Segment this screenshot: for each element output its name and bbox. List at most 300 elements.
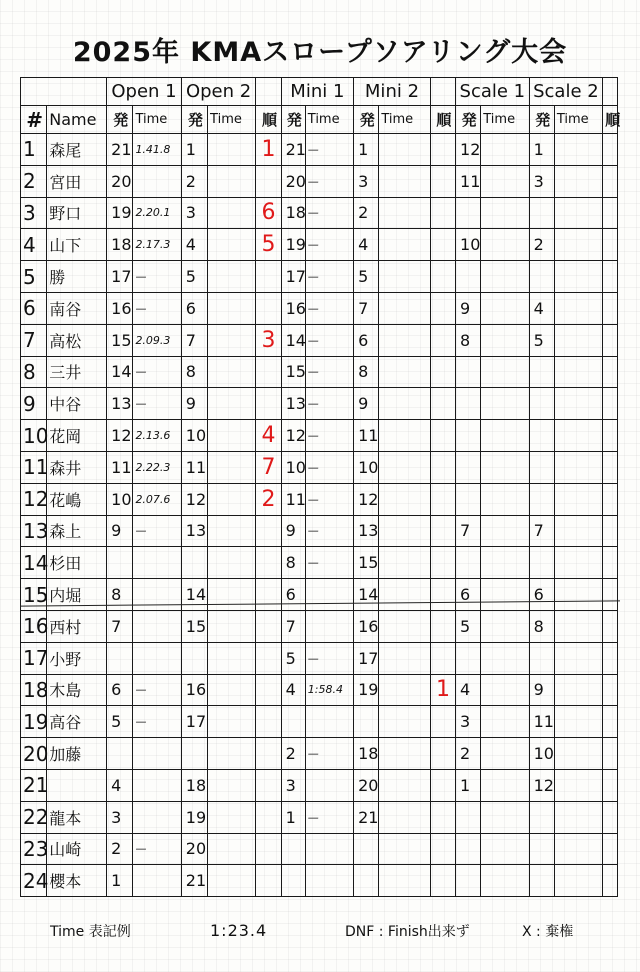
mini2-time	[379, 292, 430, 324]
open2-start: 5	[181, 261, 207, 293]
entry-number: 2	[21, 165, 47, 197]
scale-rank	[603, 738, 618, 770]
mini2-time	[379, 197, 430, 229]
scale2-start: 12	[529, 769, 554, 801]
open1-start	[107, 738, 133, 770]
table-row	[21, 515, 618, 547]
scale1-time	[481, 388, 529, 420]
scale-rank	[603, 833, 618, 865]
open1-time	[133, 865, 181, 897]
open-rank	[256, 738, 281, 770]
header-scale-rank: 順	[603, 106, 618, 134]
entry-number: 17	[21, 642, 47, 674]
mini1-start: 17	[281, 261, 305, 293]
mini1-time: 1:58.4	[305, 674, 353, 706]
open2-start: 1	[181, 134, 207, 166]
mini1-time: —	[305, 515, 353, 547]
table-row	[21, 420, 618, 452]
mini2-time	[379, 579, 430, 611]
open1-start: 5	[107, 706, 133, 738]
scale1-time	[481, 801, 529, 833]
scale2-time	[554, 515, 602, 547]
table-row	[21, 292, 618, 324]
legend-dnf: DNF : Finish出来ず	[345, 924, 470, 940]
group-scale1: Scale 1	[456, 78, 530, 106]
open-rank	[256, 801, 281, 833]
entry-number: 18	[21, 674, 47, 706]
table-row	[21, 547, 618, 579]
mini-rank	[430, 165, 455, 197]
mini1-time: —	[305, 388, 353, 420]
scale2-start	[529, 801, 554, 833]
mini-rank	[430, 451, 455, 483]
scale1-start	[456, 451, 481, 483]
mini1-time: —	[305, 738, 353, 770]
mini2-start: 2	[354, 197, 379, 229]
header-open1-time: Time	[133, 106, 181, 134]
open2-time	[208, 865, 256, 897]
entry-number: 11	[21, 451, 47, 483]
mini2-time	[379, 769, 430, 801]
open1-time	[133, 738, 181, 770]
group-mini1: Mini 1	[281, 78, 354, 106]
table-row	[21, 483, 618, 515]
mini-rank	[430, 229, 455, 261]
open1-time	[133, 610, 181, 642]
mini-rank	[430, 547, 455, 579]
scale1-time	[481, 738, 529, 770]
scale2-start	[529, 642, 554, 674]
scale2-time	[554, 547, 602, 579]
open1-time: —	[133, 292, 181, 324]
scale1-start	[456, 833, 481, 865]
open1-time: —	[133, 356, 181, 388]
open1-time	[133, 769, 181, 801]
scale2-time	[554, 165, 602, 197]
open1-time: —	[133, 261, 181, 293]
header-mini1-start: 発	[281, 106, 305, 134]
scale1-time	[481, 642, 529, 674]
mini2-start: 6	[354, 324, 379, 356]
open2-start: 11	[181, 451, 207, 483]
scale1-time	[481, 865, 529, 897]
scale1-time	[481, 134, 529, 166]
mini2-time	[379, 134, 430, 166]
scale2-time	[554, 292, 602, 324]
pilot-name: 加藤	[47, 738, 107, 770]
open2-start: 10	[181, 420, 207, 452]
open2-time	[208, 134, 256, 166]
open2-time	[208, 515, 256, 547]
scale1-time	[481, 420, 529, 452]
mini1-start	[281, 706, 305, 738]
scale2-time	[554, 642, 602, 674]
mini2-time	[379, 451, 430, 483]
mini-rank	[430, 642, 455, 674]
mini2-start: 20	[354, 769, 379, 801]
entry-number: 16	[21, 610, 47, 642]
entry-number: 3	[21, 197, 47, 229]
entry-number: 1	[21, 134, 47, 166]
pilot-name: 南谷	[47, 292, 107, 324]
mini-rank	[430, 865, 455, 897]
scale2-time	[554, 706, 602, 738]
header-open1-start: 発	[107, 106, 133, 134]
mini-rank	[430, 292, 455, 324]
open2-start: 20	[181, 833, 207, 865]
table-row	[21, 451, 618, 483]
scale2-time	[554, 769, 602, 801]
mini2-time	[379, 610, 430, 642]
scale-rank	[603, 642, 618, 674]
scale-rank	[603, 292, 618, 324]
scale2-time	[554, 579, 602, 611]
open2-start: 21	[181, 865, 207, 897]
open-rank	[256, 515, 281, 547]
open2-start: 7	[181, 324, 207, 356]
mini1-start: 5	[281, 642, 305, 674]
scale-rank	[603, 515, 618, 547]
open2-start	[181, 547, 207, 579]
mini1-time: —	[305, 642, 353, 674]
open1-time: —	[133, 674, 181, 706]
scale2-start	[529, 356, 554, 388]
mini1-start: 4	[281, 674, 305, 706]
open-rank	[256, 674, 281, 706]
mini1-time: —	[305, 165, 353, 197]
mini1-time	[305, 706, 353, 738]
scale1-start: 1	[456, 769, 481, 801]
scale2-time	[554, 197, 602, 229]
header-mini1-time: Time	[305, 106, 353, 134]
scale1-start: 9	[456, 292, 481, 324]
scale1-time	[481, 165, 529, 197]
scale2-start: 9	[529, 674, 554, 706]
open1-start: 15	[107, 324, 133, 356]
mini1-time	[305, 833, 353, 865]
mini2-time	[379, 356, 430, 388]
open-rank: 4	[256, 420, 281, 452]
scale2-start	[529, 420, 554, 452]
open-rank	[256, 547, 281, 579]
column-header-row	[21, 106, 618, 134]
scale1-start: 2	[456, 738, 481, 770]
table-row	[21, 229, 618, 261]
scale-rank	[603, 801, 618, 833]
mini-rank	[430, 197, 455, 229]
scale1-time	[481, 229, 529, 261]
mini1-start: 12	[281, 420, 305, 452]
scale2-time	[554, 451, 602, 483]
mini-rank	[430, 610, 455, 642]
mini-rank	[430, 515, 455, 547]
scale1-start	[456, 388, 481, 420]
results-table	[20, 77, 621, 897]
mini1-start: 21	[281, 134, 305, 166]
table-row	[21, 134, 618, 166]
open2-start	[181, 642, 207, 674]
table-row	[21, 388, 618, 420]
pilot-name: 木島	[47, 674, 107, 706]
open2-time	[208, 229, 256, 261]
open2-start: 2	[181, 165, 207, 197]
table-row	[21, 769, 618, 801]
open2-time	[208, 769, 256, 801]
entry-number: 20	[21, 738, 47, 770]
scale-rank	[603, 197, 618, 229]
mini2-time	[379, 642, 430, 674]
open1-time: —	[133, 706, 181, 738]
blank-corner	[21, 78, 107, 106]
open2-time	[208, 197, 256, 229]
mini2-start: 18	[354, 738, 379, 770]
pilot-name: 内堀	[47, 579, 107, 611]
mini-rank	[430, 134, 455, 166]
scale2-time	[554, 738, 602, 770]
blank-group-cell	[603, 78, 618, 106]
open-rank	[256, 769, 281, 801]
mini2-time	[379, 674, 430, 706]
header-mini-rank: 順	[430, 106, 455, 134]
open1-start: 17	[107, 261, 133, 293]
header-open-rank: 順	[256, 106, 281, 134]
scale1-time	[481, 324, 529, 356]
legend-time-example: 1:23.4	[210, 921, 268, 940]
open1-start	[107, 642, 133, 674]
pilot-name: 森尾	[47, 134, 107, 166]
mini2-time	[379, 483, 430, 515]
mini-rank	[430, 706, 455, 738]
pilot-name: 龍本	[47, 801, 107, 833]
table-row	[21, 356, 618, 388]
scale2-start: 6	[529, 579, 554, 611]
group-open2: Open 2	[181, 78, 256, 106]
mini1-time: —	[305, 134, 353, 166]
open-rank	[256, 610, 281, 642]
pilot-name: 櫻本	[47, 865, 107, 897]
mini1-time: —	[305, 324, 353, 356]
scale2-time	[554, 483, 602, 515]
header-mini2-time: Time	[379, 106, 430, 134]
mini2-start: 11	[354, 420, 379, 452]
scale1-time	[481, 610, 529, 642]
open2-start: 14	[181, 579, 207, 611]
pilot-name: 高谷	[47, 706, 107, 738]
entry-number: 13	[21, 515, 47, 547]
mini2-start: 17	[354, 642, 379, 674]
open2-time	[208, 579, 256, 611]
open2-time	[208, 674, 256, 706]
scale2-start: 2	[529, 229, 554, 261]
open1-start: 14	[107, 356, 133, 388]
blank-group-cell	[256, 78, 281, 106]
open1-start: 21	[107, 134, 133, 166]
open-rank: 3	[256, 324, 281, 356]
mini2-time	[379, 229, 430, 261]
scale-rank	[603, 324, 618, 356]
mini2-start	[354, 865, 379, 897]
mini1-start: 9	[281, 515, 305, 547]
open-rank	[256, 706, 281, 738]
mini-rank	[430, 324, 455, 356]
scale1-start	[456, 356, 481, 388]
scale2-start	[529, 833, 554, 865]
open2-start: 3	[181, 197, 207, 229]
table-row	[21, 706, 618, 738]
scale2-start	[529, 388, 554, 420]
open1-time: —	[133, 515, 181, 547]
mini2-start: 15	[354, 547, 379, 579]
mini2-time	[379, 324, 430, 356]
open2-time	[208, 451, 256, 483]
blank-group-cell	[430, 78, 455, 106]
mini1-start: 19	[281, 229, 305, 261]
pilot-name: 森井	[47, 451, 107, 483]
table-row	[21, 801, 618, 833]
mini-rank: 1	[430, 674, 455, 706]
open2-start: 19	[181, 801, 207, 833]
open2-start: 17	[181, 706, 207, 738]
open1-start: 16	[107, 292, 133, 324]
open1-start	[107, 547, 133, 579]
table-row	[21, 165, 618, 197]
open2-time	[208, 420, 256, 452]
header-mini2-start: 発	[354, 106, 379, 134]
mini2-time	[379, 420, 430, 452]
open1-time	[133, 547, 181, 579]
open1-time	[133, 165, 181, 197]
scale1-time	[481, 515, 529, 547]
open2-time	[208, 801, 256, 833]
mini1-start: 1	[281, 801, 305, 833]
mini2-start: 21	[354, 801, 379, 833]
pilot-name: 山下	[47, 229, 107, 261]
mini2-start: 5	[354, 261, 379, 293]
entry-number: 7	[21, 324, 47, 356]
entry-number: 24	[21, 865, 47, 897]
scale1-start: 5	[456, 610, 481, 642]
scale2-time	[554, 833, 602, 865]
scale1-time	[481, 674, 529, 706]
sheet-title: 2025年 KMAスロープソアリング大会	[72, 37, 568, 68]
scale1-time	[481, 261, 529, 293]
header-scale1-start: 発	[456, 106, 481, 134]
scale1-start	[456, 642, 481, 674]
scale-rank	[603, 261, 618, 293]
open2-time	[208, 610, 256, 642]
mini2-time	[379, 738, 430, 770]
mini-rank	[430, 738, 455, 770]
entry-number: 4	[21, 229, 47, 261]
open1-time	[133, 642, 181, 674]
scale1-start	[456, 483, 481, 515]
scale-rank	[603, 610, 618, 642]
scale1-start	[456, 547, 481, 579]
table-row	[21, 674, 618, 706]
open1-start: 20	[107, 165, 133, 197]
scale1-time	[481, 579, 529, 611]
mini-rank	[430, 388, 455, 420]
scale-rank	[603, 547, 618, 579]
mini1-start: 6	[281, 579, 305, 611]
scale2-time	[554, 420, 602, 452]
scale2-time	[554, 674, 602, 706]
mini1-start: 14	[281, 324, 305, 356]
legend	[0, 921, 640, 945]
scale2-start	[529, 547, 554, 579]
scale1-start: 8	[456, 324, 481, 356]
scale1-start	[456, 197, 481, 229]
scale-rank	[603, 165, 618, 197]
mini2-start: 4	[354, 229, 379, 261]
open1-start: 10	[107, 483, 133, 515]
scale1-time	[481, 292, 529, 324]
header-scale2-time: Time	[554, 106, 602, 134]
open1-time	[133, 579, 181, 611]
mini-rank	[430, 769, 455, 801]
scale2-start: 7	[529, 515, 554, 547]
entry-number: 14	[21, 547, 47, 579]
header-number: #	[21, 106, 47, 134]
pilot-name: 三井	[47, 356, 107, 388]
scale2-start	[529, 865, 554, 897]
header-scale2-start: 発	[529, 106, 554, 134]
scale-rank	[603, 134, 618, 166]
open1-time: 2.17.3	[133, 229, 181, 261]
open1-start: 18	[107, 229, 133, 261]
scale2-start	[529, 451, 554, 483]
pilot-name: 中谷	[47, 388, 107, 420]
pilot-name: 小野	[47, 642, 107, 674]
pilot-name: 高松	[47, 324, 107, 356]
entry-number: 23	[21, 833, 47, 865]
open1-start: 19	[107, 197, 133, 229]
open2-time	[208, 356, 256, 388]
scale2-time	[554, 229, 602, 261]
mini1-start: 16	[281, 292, 305, 324]
pilot-name: 花嶋	[47, 483, 107, 515]
mini-rank	[430, 356, 455, 388]
open2-start	[181, 738, 207, 770]
mini2-start: 3	[354, 165, 379, 197]
scale2-start: 11	[529, 706, 554, 738]
mini-rank	[430, 579, 455, 611]
open-rank	[256, 865, 281, 897]
mini2-start: 7	[354, 292, 379, 324]
scale1-start	[456, 261, 481, 293]
pilot-name: 野口	[47, 197, 107, 229]
scale1-start: 7	[456, 515, 481, 547]
scale2-start: 4	[529, 292, 554, 324]
mini2-time	[379, 865, 430, 897]
scale2-time	[554, 610, 602, 642]
scale-rank	[603, 356, 618, 388]
scale2-start	[529, 261, 554, 293]
pilot-name: 花岡	[47, 420, 107, 452]
entry-number: 12	[21, 483, 47, 515]
scale2-time	[554, 134, 602, 166]
mini-rank	[430, 420, 455, 452]
scale-rank	[603, 451, 618, 483]
header-name: Name	[47, 106, 107, 134]
entry-number: 19	[21, 706, 47, 738]
open2-start: 9	[181, 388, 207, 420]
scale2-time	[554, 261, 602, 293]
open-rank	[256, 356, 281, 388]
open-rank	[256, 165, 281, 197]
mini2-start: 14	[354, 579, 379, 611]
open1-start: 7	[107, 610, 133, 642]
